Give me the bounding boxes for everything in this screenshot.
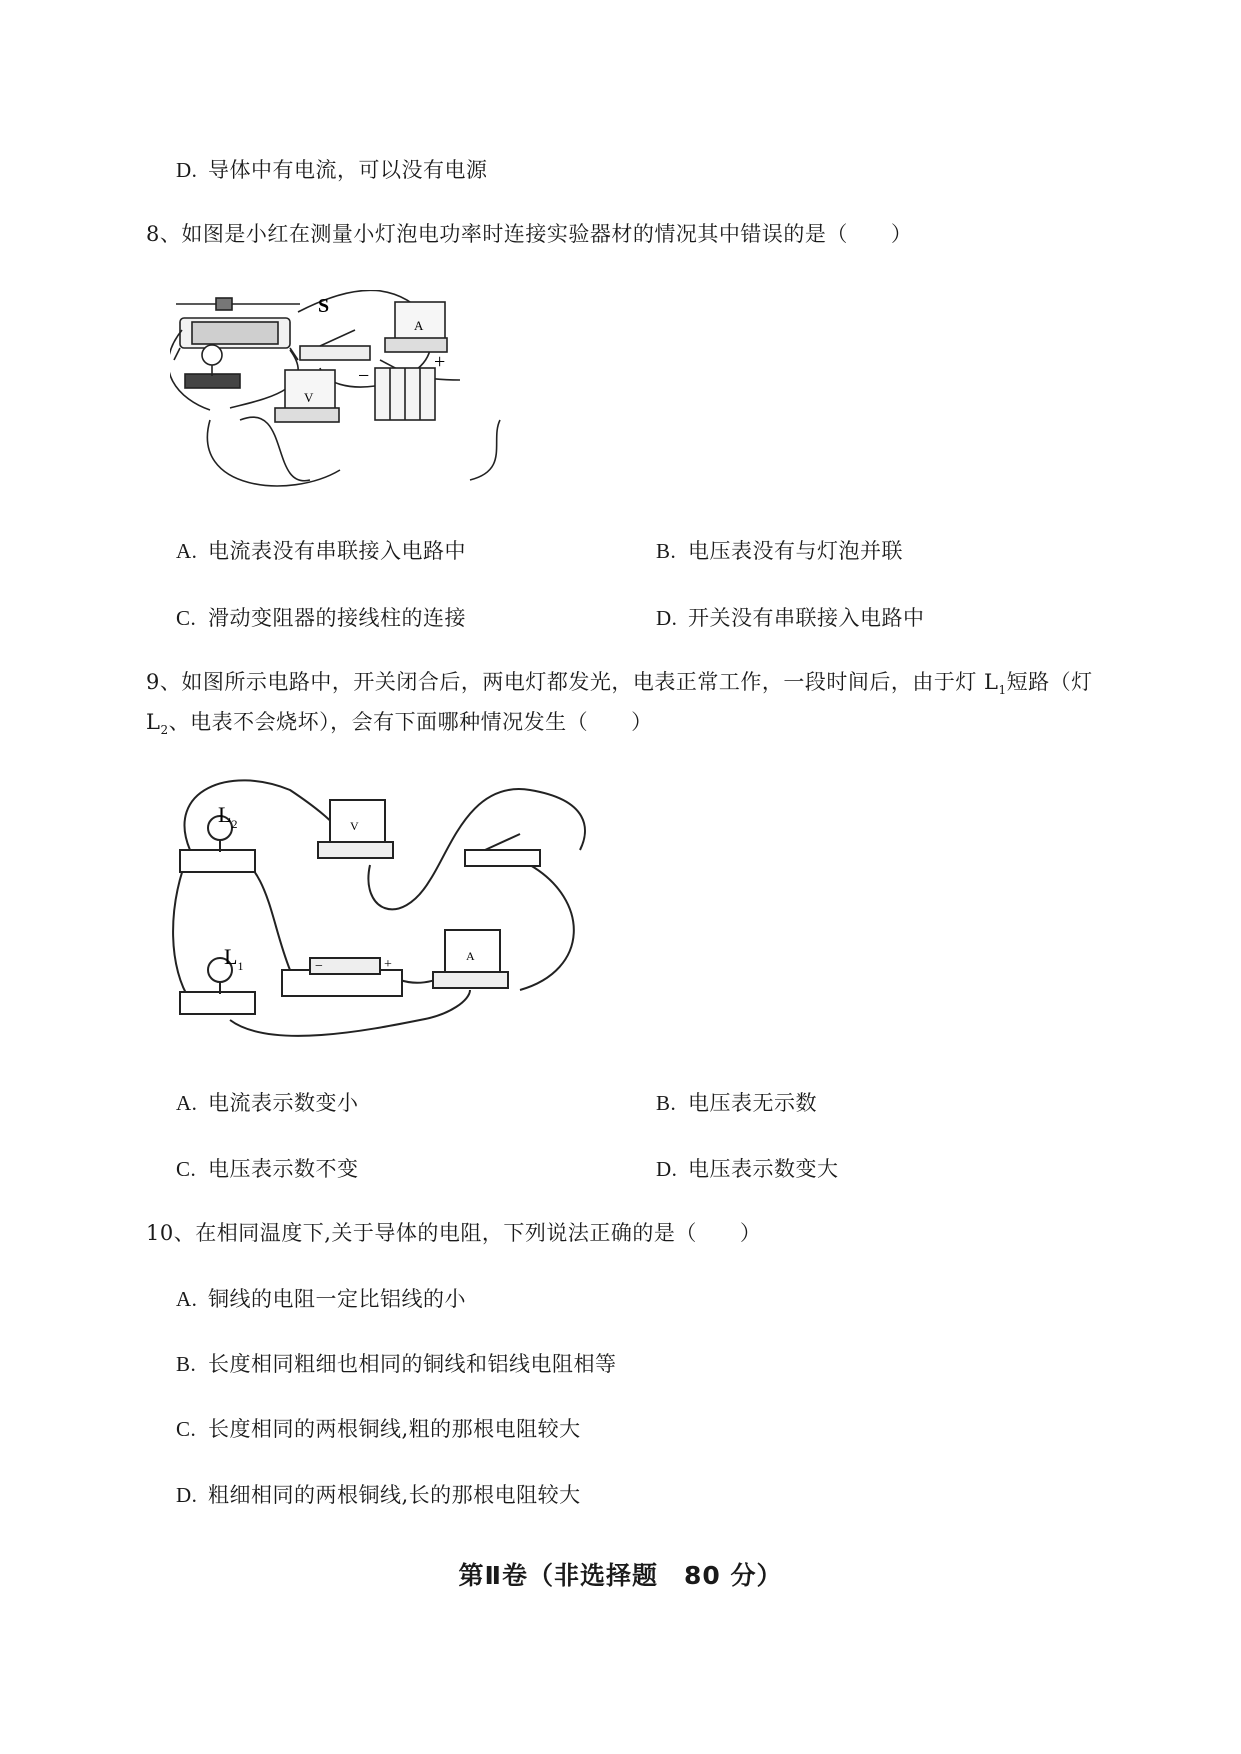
q10-option-a — [176, 1285, 466, 1313]
q8-stem: 8、如图是小红在测量小灯泡电功率时连接实验器材的情况其中错误的是（ ） — [146, 222, 913, 246]
q10-option-b — [176, 1350, 617, 1378]
option-text: 滑动变阻器的接线柱的连接 — [208, 606, 466, 630]
q9-stem-part3: 、电表不会烧坏），会有下面哪种情况发生（ ） — [168, 710, 653, 734]
plus-label: + — [384, 957, 392, 972]
q9-stem-line1 — [146, 668, 1093, 704]
ammeter-label: A — [414, 318, 424, 333]
option-text: 电压表示数变大 — [688, 1157, 839, 1181]
option-letter: B. — [656, 539, 677, 563]
q8-option-d — [656, 604, 925, 632]
option-letter: D. — [176, 158, 198, 182]
q9-option-c — [176, 1155, 359, 1183]
q8-option-b — [656, 537, 903, 565]
option-text: 电流表没有串联接入电路中 — [208, 539, 466, 563]
option-letter: B. — [656, 1091, 677, 1115]
option-letter: D. — [656, 606, 678, 630]
q9-option-a — [176, 1089, 359, 1117]
q8-option-c — [176, 604, 466, 632]
q9-stem-part2: 短路（灯 — [1006, 670, 1093, 694]
q10-stem: 10、在相同温度下,关于导体的电阻，下列说法正确的是（ ） — [146, 1221, 762, 1245]
ammeter-label: A — [466, 949, 475, 963]
q10-option-c — [176, 1415, 581, 1443]
voltmeter-label: V — [350, 819, 359, 833]
q9-stem-sub1: 1 — [998, 683, 1007, 698]
q9-circuit-figure — [170, 770, 620, 1040]
option-text: 粗细相同的两根铜线,长的那根电阻较大 — [208, 1483, 581, 1507]
option-text: 长度相同的两根铜线,粗的那根电阻较大 — [208, 1417, 581, 1441]
lamp-l2-label: $L_2$ — [218, 802, 238, 831]
option-letter: A. — [176, 1091, 198, 1115]
q9-option-d — [656, 1155, 839, 1183]
option-text: 电压表示数不变 — [208, 1157, 359, 1181]
lamp-l1-label: $L_1$ — [224, 944, 244, 973]
option-text: 开关没有串联接入电路中 — [688, 606, 925, 630]
option-text: 长度相同粗细也相同的铜线和铝线电阻相等 — [208, 1352, 617, 1376]
option-letter: A. — [176, 539, 198, 563]
option-text: 电压表无示数 — [688, 1091, 817, 1115]
option-letter: D. — [656, 1157, 678, 1181]
q9-option-b — [656, 1089, 817, 1117]
q9-stem-sub2: 2 — [160, 723, 169, 738]
minus-label: − — [358, 365, 370, 387]
q8-circuit-figure — [170, 290, 510, 500]
q9-stem-l: L — [146, 710, 161, 734]
option-letter: B. — [176, 1352, 197, 1376]
option-text: 电压表没有与灯泡并联 — [688, 539, 903, 563]
section-title: 第Ⅱ卷（非选择题 80 分） — [458, 1561, 783, 1590]
option-letter: A. — [176, 1287, 198, 1311]
voltmeter-label: V — [304, 390, 314, 405]
switch-label: S — [318, 295, 330, 317]
q7-option-d — [176, 156, 488, 184]
option-letter: C. — [176, 1157, 197, 1181]
option-text: 铜线的电阻一定比铝线的小 — [208, 1287, 466, 1311]
q9-stem-line2 — [146, 708, 653, 744]
option-letter: C. — [176, 1417, 197, 1441]
option-letter: D. — [176, 1483, 198, 1507]
option-letter: C. — [176, 606, 197, 630]
q10-option-d — [176, 1481, 581, 1509]
option-text: 电流表示数变小 — [208, 1091, 359, 1115]
plus-label: + — [434, 351, 446, 373]
q8-option-a — [176, 537, 466, 565]
option-text: 导体中有电流，可以没有电源 — [208, 158, 488, 182]
minus-label: − — [315, 959, 323, 974]
q9-stem-part1: 9、如图所示电路中，开关闭合后，两电灯都发光，电表正常工作，一段时间后，由于灯 L — [146, 670, 999, 694]
